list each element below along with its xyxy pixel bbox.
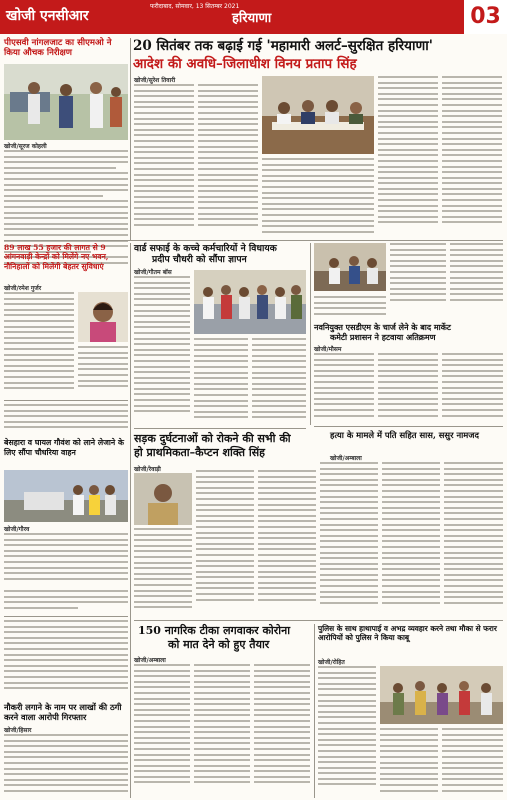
road-body-col-3 [258, 470, 316, 616]
article-byline: खोजी/अम्बाला [134, 657, 166, 664]
sdm-body-col-2 [378, 353, 438, 423]
corona-body-col-3 [254, 664, 310, 798]
section-divider [314, 426, 503, 427]
article-byline: खोजी/रोहित [318, 659, 345, 666]
corona-body-col-1 [134, 664, 190, 798]
sdm-body-col-1 [314, 353, 374, 423]
right-body-col-b [450, 243, 503, 311]
article-byline: खोजी/हिसार [4, 727, 32, 734]
portrait-photo [78, 292, 128, 342]
article-job-fraud [4, 702, 128, 722]
lead-body-col-1 [134, 84, 194, 236]
section-divider [134, 428, 306, 429]
dateline: फरीदाबाद, सोमवार, 13 सितम्बर 2021 [150, 3, 240, 10]
lead-headline-line-2: आदेश की अवधि–जिलाधीश विनय प्रताप सिंह [133, 56, 357, 72]
police-body-col-3 [442, 728, 503, 798]
murder-body-col-3 [444, 462, 503, 616]
article-anganwadi [4, 243, 128, 271]
section-divider [134, 620, 503, 621]
article-headline: हत्या के मामले में पति सहित सास, ससुर नामजद [330, 430, 479, 440]
article-police-raid [318, 624, 503, 643]
article-gauvansh [4, 438, 128, 457]
article-byline: खोजी/मौसम [314, 346, 342, 353]
officer-photo [134, 473, 192, 525]
lead-body-col-4 [442, 76, 502, 236]
lead-photo-meeting [262, 76, 374, 154]
article-headline-line-2: कमेटी प्रशासन ने हटवाया अतिक्रमण [330, 332, 436, 342]
article-headline: 89 लाख 55 हजार की लागत से 9 आंगनवाड़ी केन्द्रों को मिलेंगे नए भवन, नौनिहालों को मिलेंगी बेहतर सुविधाएं [4, 243, 109, 271]
article-murder-case [330, 430, 503, 440]
article-headline-line-2: को मात देने को हुए तैयार [168, 637, 270, 651]
section-divider [4, 616, 128, 617]
ward-photo-group [194, 270, 306, 334]
article-byline: खोजी/सूरज कोहली [4, 143, 47, 150]
right-body-col-a [390, 243, 446, 311]
news-photo [4, 64, 128, 140]
lead-body-col-2 [198, 84, 258, 236]
road-body-col-1 [134, 528, 192, 616]
article-headline: पीएसवी नांगलजाट का सीएमओ ने किया औचक निरीक्षण [4, 38, 112, 58]
section-divider [4, 400, 128, 401]
gauvansh-photo [4, 470, 128, 522]
article-byline: खोजी/रेवाड़ी [134, 466, 161, 473]
article-headline: बेसहारा व घायल गौवंश को लाने लेजाने के लिए सौंपा चौधरिया वाहन [4, 438, 124, 457]
farmers-more-text [4, 620, 128, 700]
column-divider [310, 243, 311, 425]
article-headline-line-2: हो प्राथमिकता–कैप्टन शक्ति सिंह [134, 445, 265, 459]
article-headline-line-1: नवनियुक्त एसडीएम के चार्ज लेने के बाद मार्केट [314, 322, 451, 332]
lead-body-col-3 [378, 76, 438, 236]
article-headline: पुलिस के साथ हाथापाई व अभद्र व्यवहार करने तथा मौका से फरार आरोपियों को पुलिस ने किया काबू [318, 624, 497, 643]
sdm-body-col-3 [442, 353, 503, 423]
column-divider [130, 38, 131, 240]
anganwadi-body-col-2 [78, 346, 128, 396]
road-body-col-2 [196, 470, 254, 616]
lead-headline-line-1: 20 सितंबर तक बढ़ाई गई 'महामारी अलर्ट–सुरक्षित हरियाणा' [133, 38, 433, 54]
ward-body-col-2 [194, 338, 248, 424]
article-headline-line-1: 150 नागरिक टीका लगवाकर कोरोना [138, 624, 291, 637]
lead-body-under-photo [262, 158, 374, 236]
article-ward-workers [134, 243, 302, 265]
article-cmo-inspection [4, 38, 128, 150]
lead-byline: खोजी/सुरेश तिवारी [134, 77, 176, 84]
article-headline-line-1: सड़क दुर्घटनाओं को रोकने की सभी की [134, 432, 291, 445]
gauvansh-body [4, 533, 128, 587]
ward-body-col-3 [252, 338, 306, 424]
murder-body-col-2 [382, 462, 440, 616]
column-divider [314, 624, 315, 798]
page-number: 03 [461, 0, 507, 34]
article-headline-line-2: प्रदीप चौधरी को सौंपा ज्ञापन [152, 254, 247, 265]
right-body-under-photo [314, 296, 386, 320]
murder-body-col-1 [320, 462, 378, 616]
anganwadi-body-continued [4, 404, 128, 436]
masthead-bar [0, 0, 507, 34]
right-photo-1 [314, 243, 386, 291]
article-lead-mahamari [133, 38, 503, 72]
article-headline: नौकरी लगाने के नाम पर लाखों की ठगी करने वाला आरोपी गिरफ्तार [4, 702, 122, 722]
newspaper-brand: खोजी एनसीआर [6, 8, 89, 24]
gauvansh-body-end [4, 590, 128, 614]
article-byline: खोजी/गौतम बॉस [134, 269, 172, 276]
police-body-col-2 [380, 728, 438, 798]
police-body-col-1 [318, 666, 376, 798]
job-fraud-body [4, 734, 128, 798]
section-title: हरियाणा [232, 11, 272, 26]
corona-body-col-2 [194, 664, 250, 798]
police-photo [380, 666, 503, 724]
anganwadi-body-col-1 [4, 292, 74, 396]
ward-body-col-1 [134, 276, 190, 424]
section-divider [4, 240, 503, 241]
column-divider [130, 243, 131, 798]
article-sdm-charge [314, 322, 503, 342]
article-byline: खोजी/गौरव [4, 526, 30, 533]
article-byline: खोजी/अम्बाला [330, 455, 362, 462]
article-byline: खोजी/रमेश गुर्जर [4, 285, 42, 292]
article-headline-line-1: वार्ड सफाई के कच्चे कर्मचारियों ने विधायक [134, 243, 277, 254]
